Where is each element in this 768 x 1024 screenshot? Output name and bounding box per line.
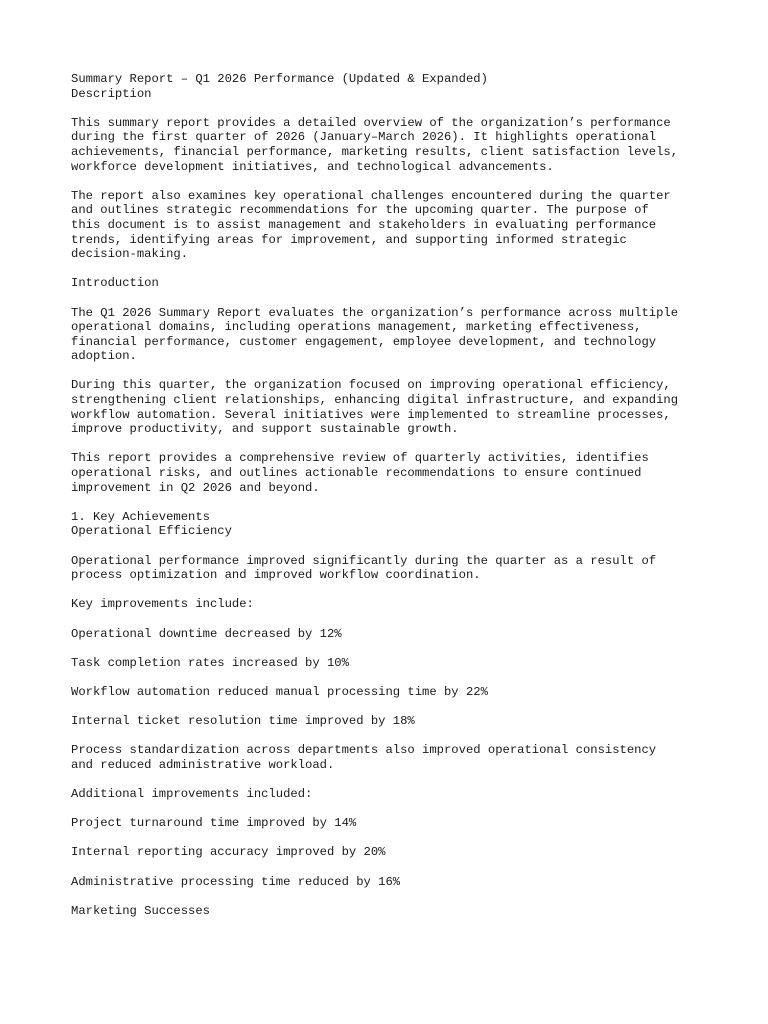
paragraph-line: trends, identifying areas for improvement, and supporting informed strategic <box>71 232 627 247</box>
list-item <box>71 875 711 890</box>
introduction-paragraph-3 <box>71 451 711 495</box>
paragraph-line: strengthening client relationships, enhancing digital infrastructure, and expanding <box>71 393 679 408</box>
list-item <box>71 714 711 729</box>
paragraph-line: This summary report provides a detailed overview of the organization’s performance <box>71 115 671 130</box>
list-item-text: Workflow automation reduced manual processing time by 22% <box>71 684 488 699</box>
list-item <box>71 845 711 860</box>
section-heading: 1. Key Achievements <box>71 509 210 524</box>
paragraph-line: decision-making. <box>71 247 189 262</box>
key-improvements-label <box>71 597 711 612</box>
introduction-heading: Introduction <box>71 276 159 291</box>
description-paragraph-1 <box>71 116 711 174</box>
marketing-heading-block <box>71 904 711 919</box>
paragraph-line: process optimization and improved workflow coordination. <box>71 568 481 583</box>
paragraph-line: adoption. <box>71 349 137 364</box>
list-label: Additional improvements included: <box>71 787 313 802</box>
list-item <box>71 627 711 642</box>
paragraph-line: improvement in Q2 2026 and beyond. <box>71 480 320 495</box>
list-item-text: Internal reporting accuracy improved by 20% <box>71 845 386 860</box>
paragraph-line: during the first quarter of 2026 (January–March 2026). It highlights operational <box>71 130 657 145</box>
list-item <box>71 656 711 671</box>
introduction-paragraph-1 <box>71 306 711 364</box>
list-item-text: Internal ticket resolution time improved by 18% <box>71 714 415 729</box>
paragraph-line: and reduced administrative workload. <box>71 757 335 772</box>
paragraph-line: operational risks, and outlines actionable recommendations to ensure continued <box>71 466 642 481</box>
operational-paragraph <box>71 554 711 583</box>
section-1-heading-block <box>71 510 711 539</box>
document-page <box>71 72 711 933</box>
list-item-text: Operational downtime decreased by 12% <box>71 626 342 641</box>
paragraph-line: this document is to assist management and stakeholders in evaluating performance <box>71 217 657 232</box>
paragraph-line: Operational performance improved significantly during the quarter as a result of <box>71 553 657 568</box>
list-item <box>71 685 711 700</box>
paragraph-line: workforce development initiatives, and technological advancements. <box>71 159 554 174</box>
paragraph-line: During this quarter, the organization focused on improving operational efficiency, <box>71 378 671 393</box>
introduction-heading-block <box>71 276 711 291</box>
paragraph-line: achievements, financial performance, marketing results, client satisfaction levels, <box>71 144 679 159</box>
paragraph-line: improve productivity, and support sustainable growth. <box>71 422 459 437</box>
description-heading: Description <box>71 86 152 101</box>
subsection-heading: Marketing Successes <box>71 903 210 918</box>
document-title: Summary Report – Q1 2026 Performance (Updated & Expanded) <box>71 72 488 86</box>
standardization-paragraph <box>71 743 711 772</box>
paragraph-line: workflow automation. Several initiatives were implemented to streamline processes, <box>71 407 671 422</box>
additional-improvements-label <box>71 787 711 802</box>
paragraph-line: The Q1 2026 Summary Report evaluates the organization’s performance across multiple <box>71 305 679 320</box>
list-item <box>71 816 711 831</box>
description-paragraph-2 <box>71 189 711 262</box>
list-label: Key improvements include: <box>71 597 254 612</box>
list-item-text: Task completion rates increased by 10% <box>71 655 349 670</box>
paragraph-line: Process standardization across departments also improved operational consistency <box>71 743 657 758</box>
paragraph-line: and outlines strategic recommendations for the upcoming quarter. The purpose of <box>71 203 649 218</box>
list-item-text: Project turnaround time improved by 14% <box>71 816 357 831</box>
list-item-text: Administrative processing time reduced by 16% <box>71 874 401 889</box>
paragraph-line: operational domains, including operations management, marketing effectiveness, <box>71 320 642 335</box>
subsection-heading: Operational Efficiency <box>71 524 232 539</box>
paragraph-line: This report provides a comprehensive review of quarterly activities, identifies <box>71 451 649 466</box>
paragraph-line: The report also examines key operational challenges encountered during the quarter <box>71 188 671 203</box>
title-block <box>71 72 711 101</box>
introduction-paragraph-2 <box>71 378 711 436</box>
paragraph-line: financial performance, customer engagement, employee development, and technology <box>71 334 657 349</box>
